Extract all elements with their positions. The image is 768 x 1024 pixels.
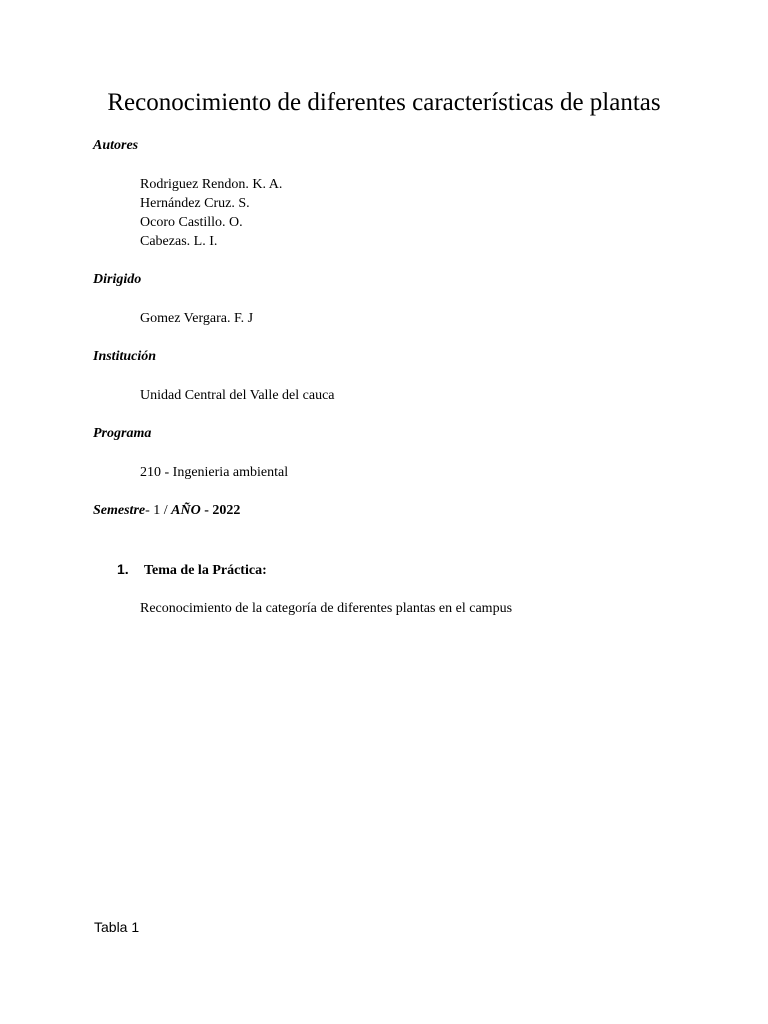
semester-line: [93, 502, 240, 520]
year-separator: -: [204, 503, 209, 518]
program-name: 210 - Ingenieria ambiental: [140, 465, 289, 480]
institution-name: Unidad Central del Valle del cauca: [140, 388, 335, 403]
institution-heading: Institución: [93, 349, 157, 364]
author-item: Ocoro Castillo. O.: [140, 215, 243, 230]
section-number: 1.: [117, 561, 129, 577]
program-heading: Programa: [93, 426, 152, 441]
document-title: Reconocimiento de diferentes características de plantas: [107, 89, 661, 116]
director-heading: Dirigido: [93, 272, 142, 287]
director-name: Gomez Vergara. F. J: [140, 311, 254, 326]
semester-value: - 1 /: [145, 503, 168, 518]
author-item: Rodriguez Rendon. K. A.: [140, 177, 283, 192]
authors-heading: Autores: [93, 138, 139, 153]
section-title: Tema de la Práctica:: [144, 563, 267, 578]
section-1-body: Reconocimiento de la categoría de diferentes plantas en el campus: [140, 601, 513, 616]
section-1-heading: [117, 560, 267, 580]
year-value: 2022: [212, 503, 241, 518]
semester-label: Semestre: [93, 503, 146, 518]
year-label: AÑO: [171, 503, 201, 518]
author-item: Cabezas. L. I.: [140, 234, 218, 249]
table-caption: Tabla 1: [94, 919, 140, 935]
author-item: Hernández Cruz. S.: [140, 196, 250, 211]
